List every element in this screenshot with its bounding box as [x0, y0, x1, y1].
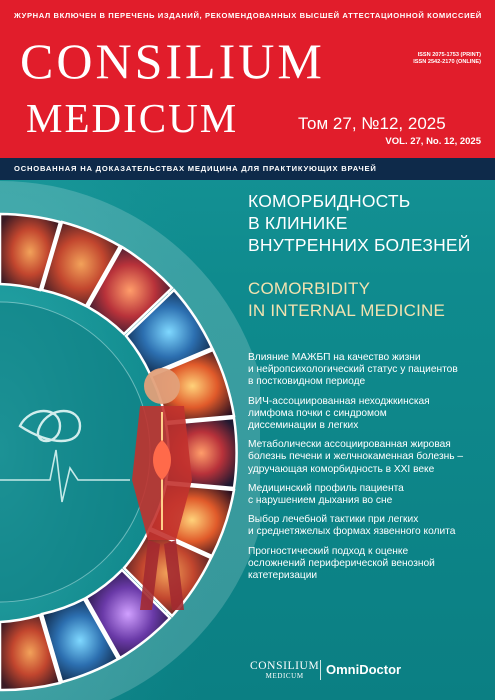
article-item [248, 439, 488, 476]
article-line: диссеминации в легких [248, 420, 359, 432]
cover-title-en [248, 278, 483, 322]
title-en-line: IN INTERNAL MEDICINE [248, 301, 446, 320]
footer-logo-line1: CONSILIUM [250, 660, 320, 672]
evidence-tagline: ОСНОВАННАЯ НА ДОКАЗАТЕЛЬСТВАХ МЕДИЦИНА ДЛЯ ПРАКТИКУЮЩИХ ВРАЧЕЙ [0, 158, 495, 180]
issn-print: ISSN 2075-1753 (PRINT) [417, 52, 481, 58]
article-line: Прогностический подход к оценке [248, 545, 409, 557]
journal-logo-medicum: MEDICUM [26, 95, 239, 141]
cover-header [0, 0, 495, 158]
title-ru-line: ВНУТРЕННИХ БОЛЕЗНЕЙ [248, 235, 471, 255]
title-ru-line: КОМОРБИДНОСТЬ [248, 191, 411, 211]
article-line: ВИЧ-ассоциированная неходжкинская [248, 395, 430, 407]
cover-title-ru [248, 190, 483, 256]
article-line: Метаболически ассоциированная жировая [248, 439, 451, 451]
article-item [248, 483, 488, 507]
journal-logo-consilium: CONSILIUM [20, 33, 325, 89]
article-line: болезнь печени и желчнокаменная болезнь – [248, 451, 464, 463]
article-line: в постковидном периоде [248, 376, 366, 388]
article-line: удручающая коморбидность в XXI веке [248, 463, 435, 475]
article-item [248, 514, 488, 538]
publisher-logos [240, 656, 492, 696]
article-line: и среднетяжелых формах язвенного колита [248, 526, 456, 538]
footer-consilium-logo [250, 660, 319, 680]
article-line: и нейропсихологический статус у пациентов [248, 364, 458, 376]
article-line: Выбор лечебной тактики при легких [248, 514, 419, 526]
article-item [248, 546, 488, 583]
issue-volume-en: VOL. 27, No. 12, 2025 [385, 136, 481, 147]
vak-tagline: ЖУРНАЛ ВКЛЮЧЕН В ПЕРЕЧЕНЬ ИЗДАНИЙ, РЕКОМЕНДОВАННЫХ ВЫСШЕЙ АТТЕСТАЦИОННОЙ КОМИССИЕЙ [14, 11, 482, 20]
omnidoctor-logo: OmniDoctor [326, 662, 402, 677]
footer-logo-line2: MEDICUM [265, 672, 304, 680]
medical-organs-illustration [0, 180, 260, 700]
article-line: Медицинский профиль пациента [248, 482, 404, 494]
article-list [248, 352, 488, 589]
title-ru-line: В КЛИНИКЕ [248, 213, 348, 233]
issn-block [413, 52, 481, 66]
article-item [248, 396, 488, 433]
article-line: осложнений периферической венозной [248, 557, 435, 569]
title-en-line: COMORBIDITY [248, 279, 371, 298]
article-line: Влияние МАЖБП на качество жизни [248, 352, 421, 363]
article-item [248, 352, 488, 389]
article-line: катетеризации [248, 570, 318, 582]
issue-volume-ru: Том 27, №12, 2025 [298, 114, 446, 133]
issn-online: ISSN 2542-2170 (ONLINE) [413, 59, 481, 65]
footer-divider [320, 660, 321, 680]
article-line: лимфома почки с синдромом [248, 407, 387, 419]
article-line: с нарушением дыхания во сне [248, 495, 393, 507]
